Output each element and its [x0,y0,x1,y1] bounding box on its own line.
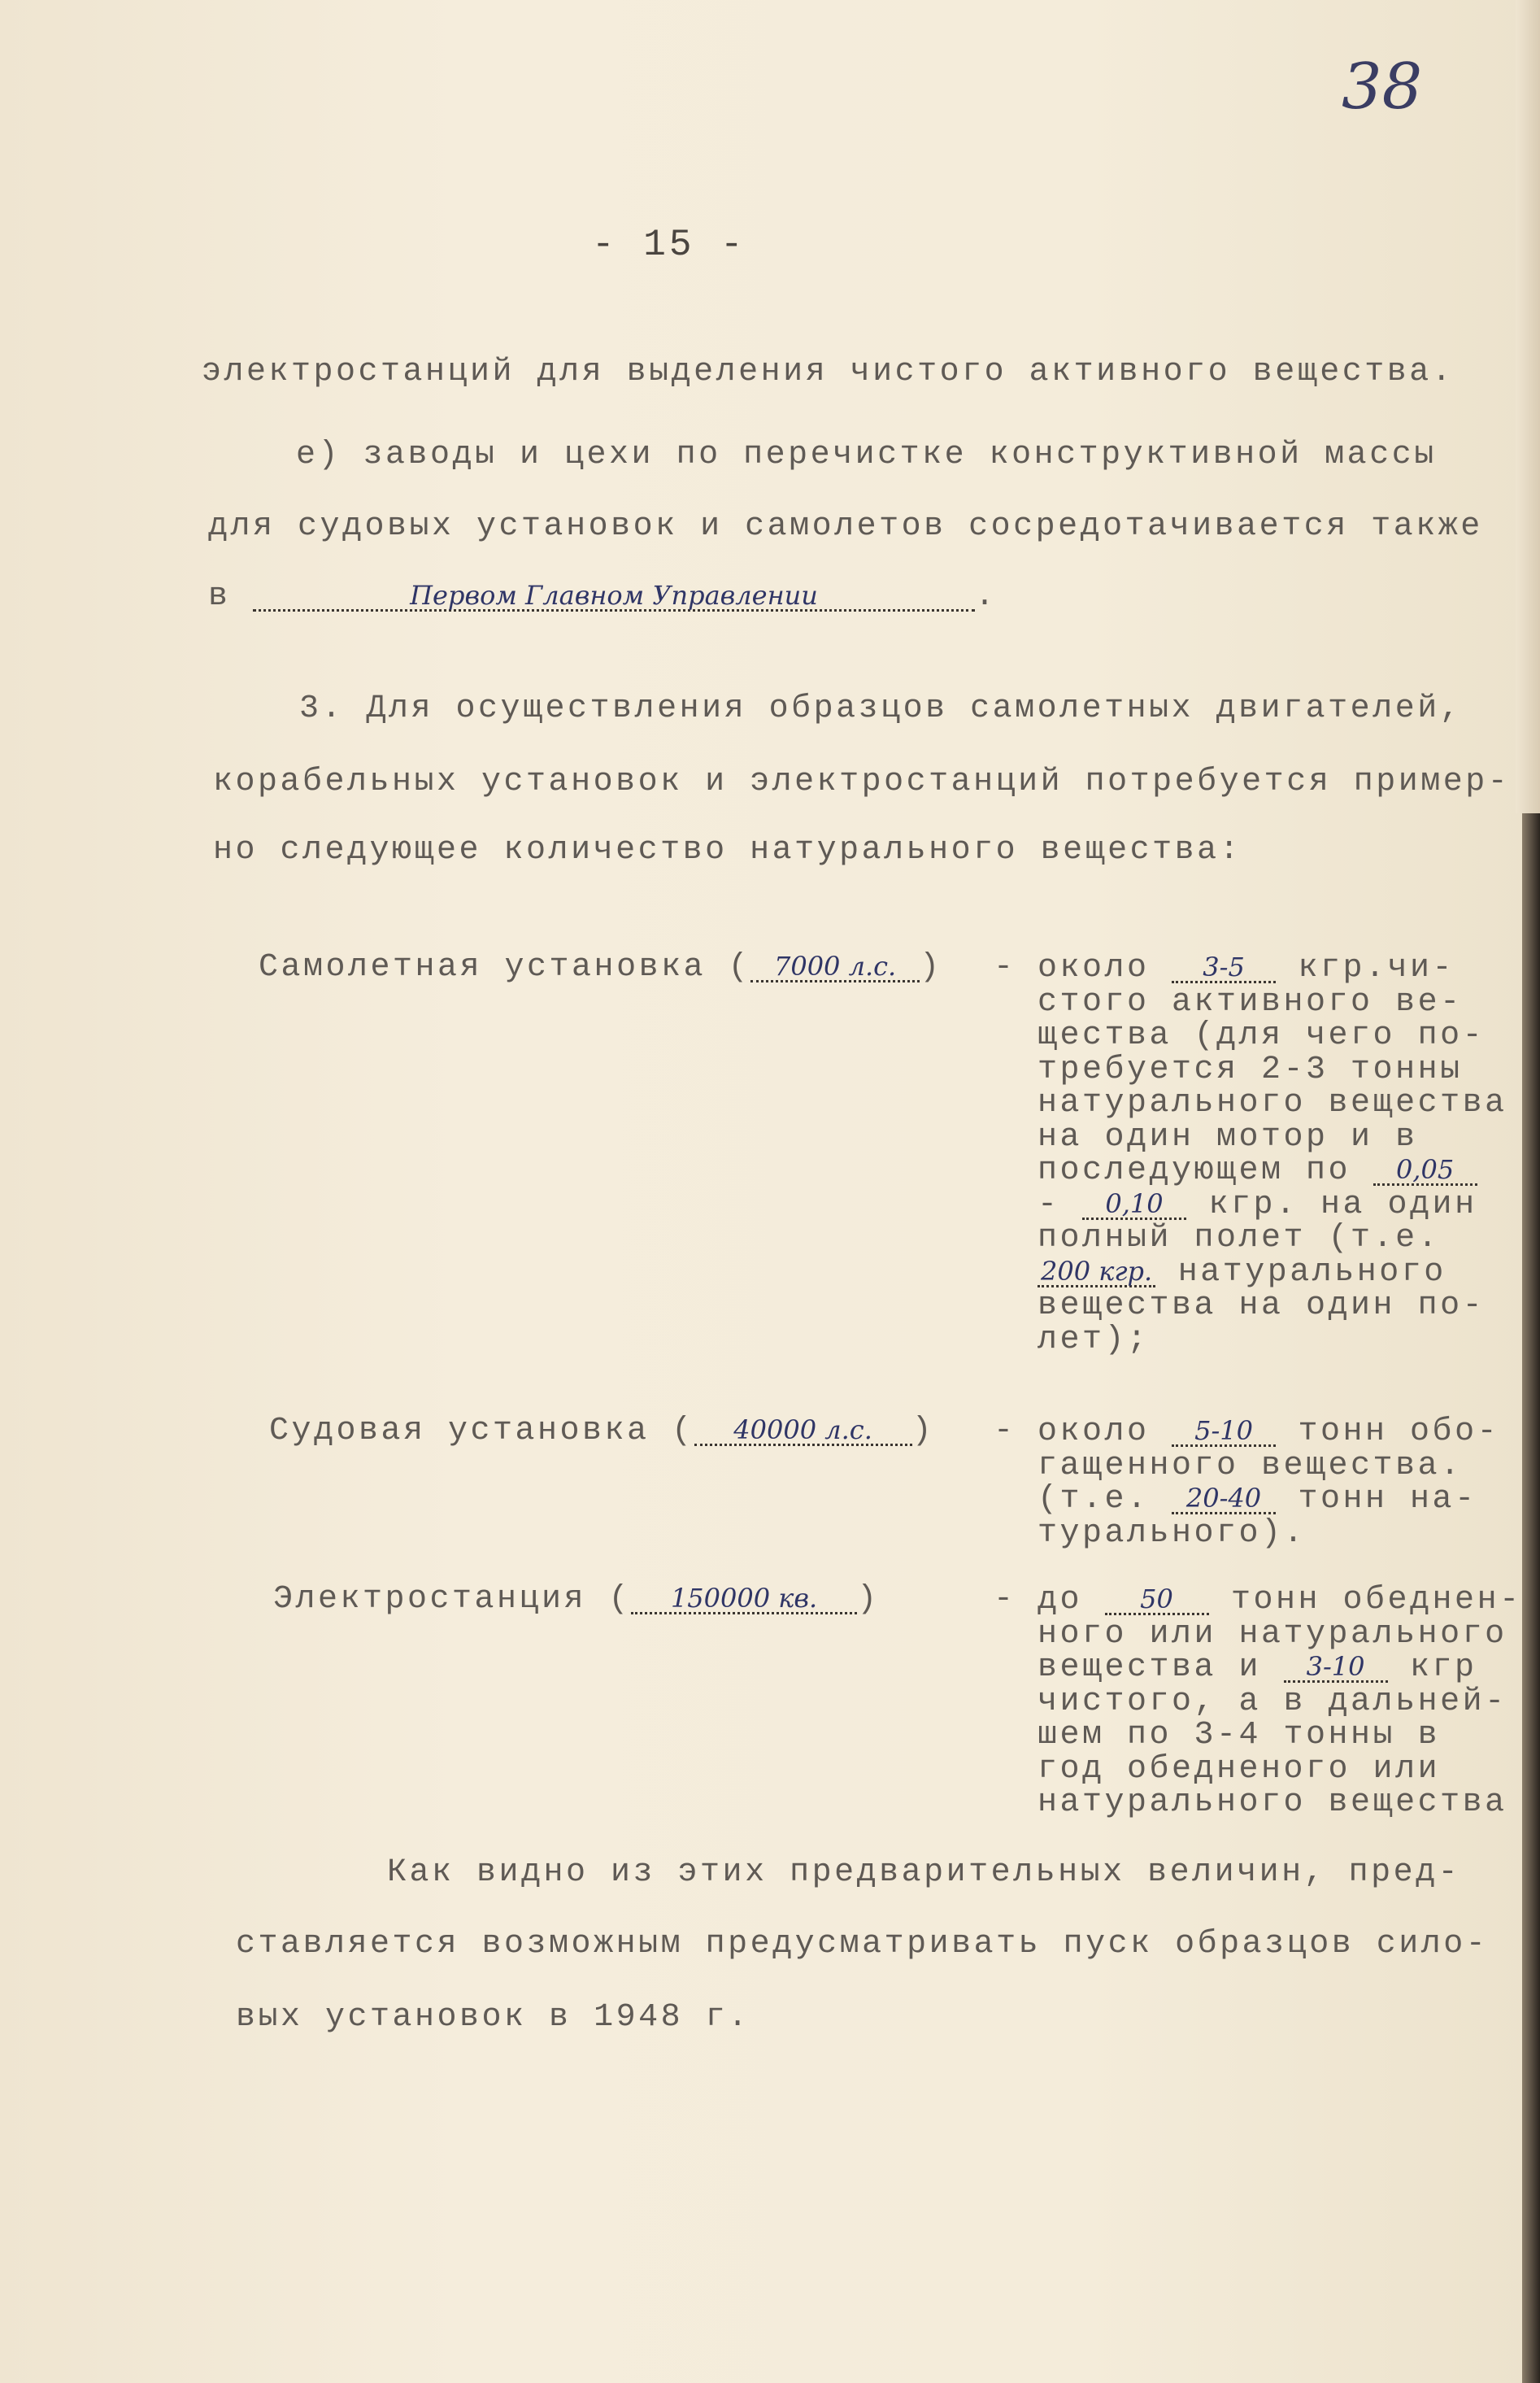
item-description [1038,1584,1522,1820]
text: около [1038,950,1172,987]
item-description [1038,952,1507,1357]
paren: ) [920,949,942,986]
text-line: вых установок в 1948 г. [236,1999,750,2036]
text-line: Как видно из этих предварительных величин, пред- [387,1854,1461,1891]
handwritten-folio-number: 38 [1342,50,1423,124]
description-line [1038,1289,1507,1323]
description-line [1038,1615,1522,1653]
handwriting: 200 кгр. [1041,1255,1153,1287]
handwriting: 20-40 [1185,1483,1262,1514]
item-name: Самолетная установка ( [259,949,751,986]
text: кгр.чи- [1276,950,1455,987]
description-line [1038,1584,1522,1618]
description-line [1038,1750,1522,1788]
text: натурального [1155,1253,1446,1291]
text: стого активного ве- [1038,983,1463,1021]
text: чистого, а в дальней- [1038,1683,1507,1720]
description-line [1038,983,1507,1021]
dash: - [994,1581,1014,1618]
handwritten-capacity [694,1416,912,1446]
text: кгр [1387,1649,1477,1686]
text: тонн на- [1276,1481,1477,1518]
handwriting: 40000 л.с. [733,1414,872,1445]
item-label [269,1414,934,1449]
description-line [1038,1118,1507,1156]
description-line [1038,1053,1507,1087]
description-line [1038,1154,1507,1188]
text: в [208,578,254,615]
description-line [1038,1449,1499,1483]
text-line: ставляется возможным предусматривать пуск образцов сило- [236,1926,1489,1963]
handwriting: 7000 л.с. [773,951,897,982]
handwriting: 0,05 [1395,1154,1455,1185]
text: требуется 2-3 тонны [1038,1051,1463,1088]
description-line [1038,1019,1507,1053]
description-line [1038,1188,1507,1222]
description-line [1038,1483,1499,1517]
handwritten-value [1172,1417,1276,1447]
dash: - [994,1413,1014,1449]
handwriting: 150000 кв. [670,1583,818,1614]
text: . [975,578,998,615]
description-line [1038,1651,1522,1685]
text: натурального вещества [1038,1085,1507,1122]
text: тонн обо- [1276,1414,1500,1450]
text: - [1038,1186,1083,1223]
text-line: 3. Для осуществления образцов самолетных двигателей, [299,691,1463,727]
page-number: - 15 - [592,224,746,266]
item-description [1038,1415,1499,1550]
text: тонн обеднен- [1208,1582,1522,1618]
handwritten-value [1105,1585,1209,1615]
handwritten-capacity [631,1584,857,1614]
text: лет); [1038,1321,1150,1358]
text: кгр. на один [1186,1186,1477,1223]
item-name: Электростанция ( [273,1581,632,1618]
text-line: для судовых установок и самолетов сосредотачивается также [208,508,1483,545]
handwriting: 50 [1140,1584,1173,1614]
handwriting: 5-10 [1194,1415,1253,1446]
handwritten-value [1373,1156,1477,1186]
handwriting: 3-5 [1203,952,1245,982]
description-line [1038,1087,1507,1121]
paper-edge-shadow [1522,813,1540,2383]
text: натурального вещества [1038,1784,1507,1821]
text-line: но следующее количество натурального вещества: [213,832,1242,869]
handwritten-insert [253,582,975,612]
handwriting: Первом Главном Управлении [410,580,818,611]
handwritten-capacity [750,952,920,982]
text: год обедненого или [1038,1750,1441,1788]
handwritten-value [1172,1484,1276,1514]
handwritten-value [1082,1187,1186,1220]
paper-edge [1516,0,1540,813]
description-line [1038,1719,1522,1753]
description-line [1038,1685,1522,1719]
text: около [1038,1414,1172,1450]
text-line: е) заводы и цехи по перечистке конструктивной массы [296,437,1437,473]
text: (т.е. [1038,1481,1172,1518]
dash: - [994,949,1014,986]
text: до [1038,1582,1105,1618]
text: полный полет (т.е. [1038,1220,1441,1257]
item-name: Судовая установка ( [269,1413,694,1449]
text: шем по 3-4 тонны в [1038,1717,1441,1753]
paren: ) [857,1581,880,1618]
item-label [259,950,942,986]
description-line [1038,1323,1507,1357]
text: турального). [1038,1514,1307,1552]
text: вещества на один по- [1038,1287,1486,1324]
text-line: электростанций для выделения чистого активного вещества. [202,354,1455,390]
description-line [1038,1786,1522,1820]
text: ного или натурального [1038,1615,1507,1653]
text-line-handwritten-insert [208,579,998,615]
handwriting: 0,10 [1105,1187,1164,1219]
text: гащенного вещества. [1038,1447,1463,1484]
text: на один мотор и в [1038,1118,1418,1156]
text: последующем по [1038,1152,1373,1189]
handwritten-value [1172,953,1276,983]
text: вещества и [1038,1649,1284,1686]
description-line [1038,1514,1499,1552]
handwritten-value [1038,1257,1155,1287]
text-line: корабельных установок и электростанций потребуется пример- [213,764,1511,800]
item-label [273,1582,880,1618]
handwriting: 3-10 [1306,1651,1365,1682]
description-line [1038,1222,1507,1256]
handwritten-value [1284,1653,1388,1683]
description-line [1038,1253,1507,1291]
description-line [1038,952,1507,986]
description-line [1038,1415,1499,1449]
paren: ) [911,1413,935,1449]
text: щества (для чего по- [1038,1017,1486,1054]
